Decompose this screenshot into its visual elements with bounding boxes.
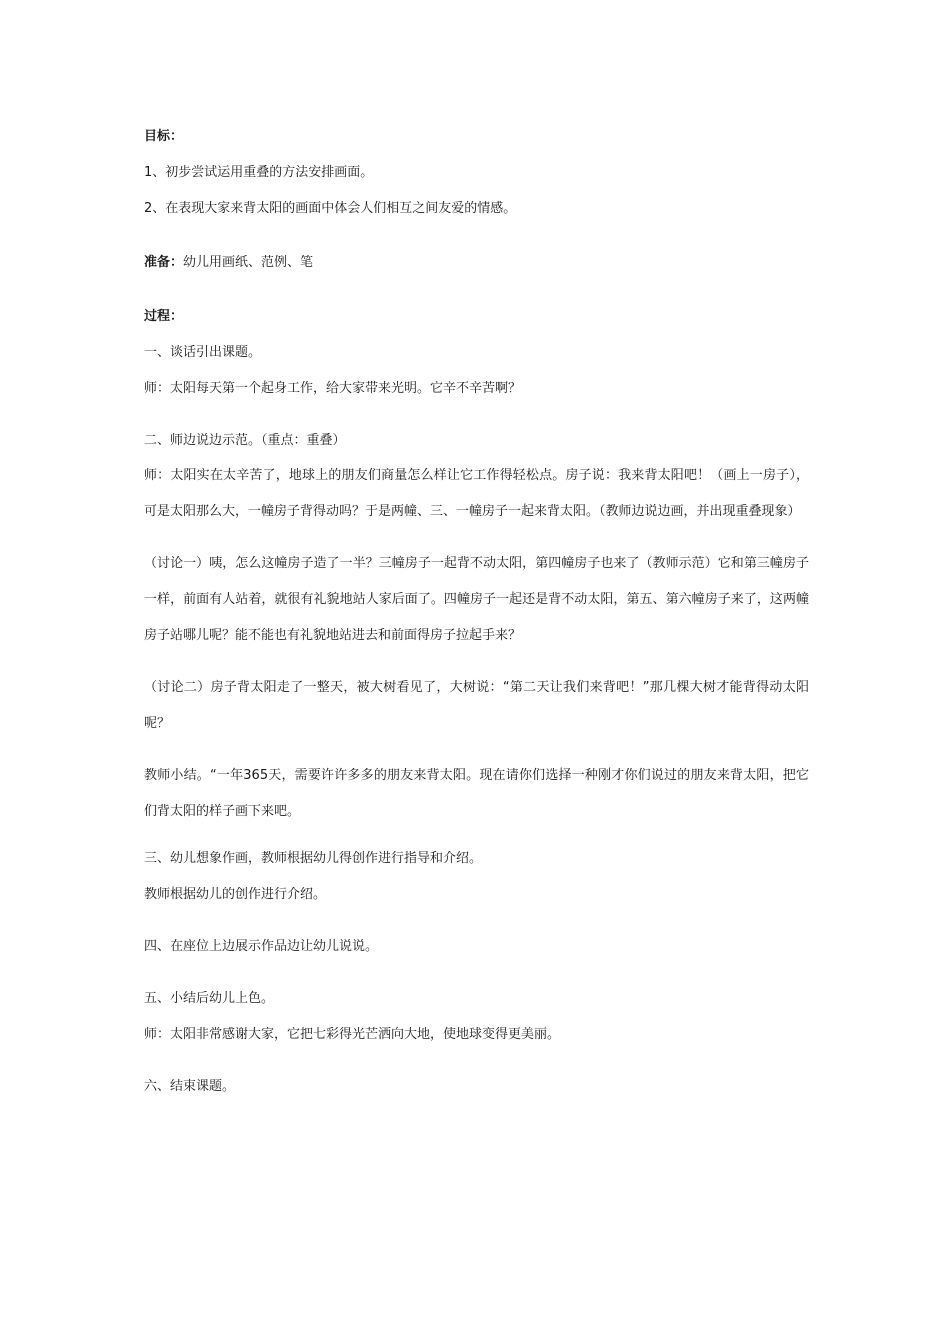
summary-text: 教师小结。“一年365天，需要许许多多的朋友来背太阳。现在请你们选择一种刚才你们说过的朋友来背太阳，把它们背太阳的样子画下来吧。 (144, 768, 809, 819)
goal-item-1: 1、初步尝试运用重叠的方法安排画面。 (144, 165, 374, 180)
discussion2-text: （讨论二）房子背太阳走了一整天，被大树看见了，大树说：“第二天让我们来背吧！”那几棵大树才能背得动太阳呢？ (144, 680, 809, 731)
step1-text: 师：太阳每天第一个起身工作，给大家带来光明。它辛不辛苦啊？ (144, 381, 522, 396)
step3-text: 教师根据幼儿的创作进行介绍。 (144, 887, 327, 902)
process-heading: 过程： (144, 309, 184, 324)
step6-title: 六、结束课题。 (144, 1079, 236, 1094)
step5-title: 五、小结后幼儿上色。 (144, 991, 275, 1006)
step2-text: 师：太阳实在太辛苦了，地球上的朋友们商量怎么样让它工作得轻松点。房子说：我来背太阳吧！（画上一房子），可是太阳那么大，一幢房子背得动吗？于是两幢、三、一幢房子一起来背太阳。（教师边说边画，并出现重叠现象） (144, 468, 809, 519)
step4-title: 四、在座位上边展示作品边让幼儿说说。 (144, 939, 379, 954)
discussion1-text: （讨论一）咦，怎么这幢房子造了一半？三幢房子一起背不动太阳，第四幢房子也来了（教师示范）它和第三幢房子一样，前面有人站着，就很有礼貌地站人家后面了。四幢房子一起还是背不动太阳，第五、第六幢房子来了，这两幢房子站哪儿呢？能不能也有礼貌地站进去和前面得房子拉起手来？ (144, 556, 809, 643)
prep-line (144, 250, 809, 276)
document-page (144, 124, 809, 1100)
goals-heading: 目标： (144, 129, 184, 144)
prep-text: 幼儿用画纸、范例、笔 (183, 255, 314, 270)
step3-title: 三、幼儿想象作画，教师根据幼儿得创作进行指导和介绍。 (144, 851, 483, 866)
goal-item-2: 2、在表现大家来背太阳的画面中体会人们相互之间友爱的情感。 (144, 201, 517, 216)
prep-label: 准备： (144, 255, 184, 270)
step5-text: 师：太阳非常感谢大家，它把七彩得光芒洒向大地，使地球变得更美丽。 (144, 1027, 561, 1042)
step2-title: 二、师边说边示范。（重点：重叠） (144, 433, 346, 448)
step1-title: 一、谈话引出课题。 (144, 345, 262, 360)
